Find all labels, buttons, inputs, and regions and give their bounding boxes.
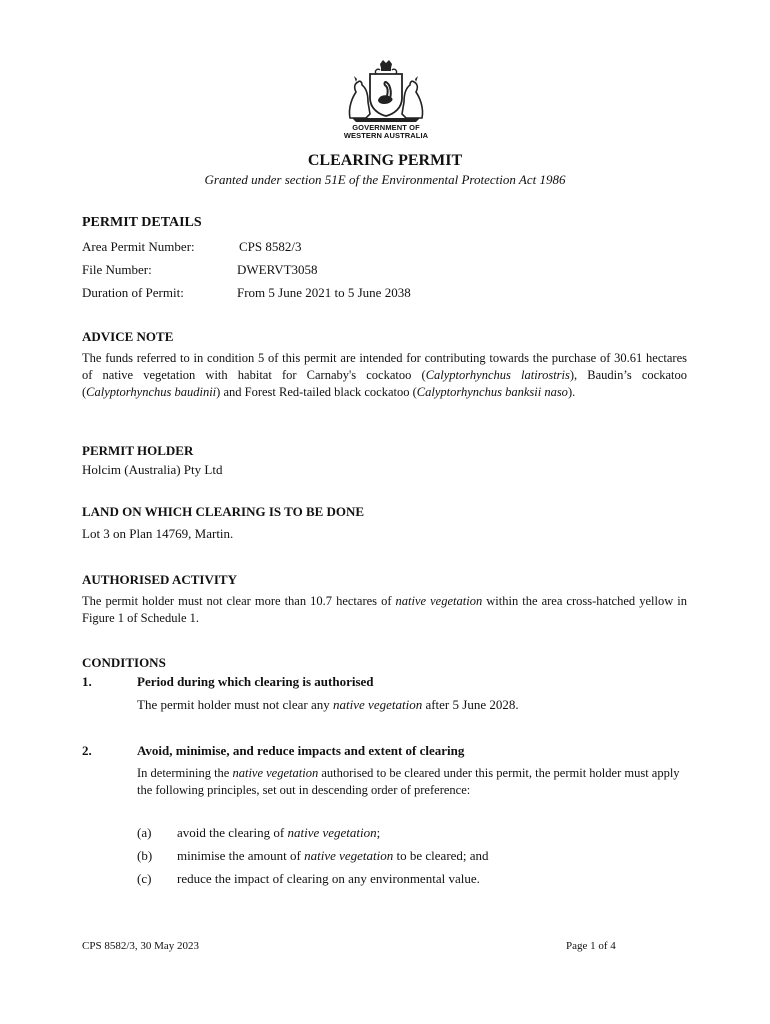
condition-2-defined-term: native vegetation [232,766,319,780]
document-title: CLEARING PERMIT [307,152,463,169]
permit-holder-heading: PERMIT HOLDER [82,443,194,458]
condition-2b-text [177,847,489,864]
condition-2-text-a: In determining the [137,766,233,780]
advice-note-heading: ADVICE NOTE [82,329,174,344]
condition-1-text [137,696,519,713]
condition-2a-text-b: ; [376,825,381,840]
advice-text-3: ) and Forest Red-tailed black cockatoo ( [216,385,417,399]
condition-1-text-b: after 5 June 2028. [422,697,519,712]
authorised-activity-heading: AUTHORISED ACTIVITY [82,572,237,587]
document-subtitle: Granted under section 51E of the Environmental Protection Act 1986 [204,172,566,187]
land-heading: LAND ON WHICH CLEARING IS TO BE DONE [82,504,365,519]
activity-text-2: within the area cross-hatched yellow in Figure 1 of Schedule 1. [82,594,687,625]
species-name-3: Calyptorhynchus banksii naso [416,385,568,399]
land-description: Lot 3 on Plan 14769, Martin. [82,526,234,541]
authorised-activity-paragraph [82,593,687,627]
condition-2b-defined-term: native vegetation [304,848,394,863]
government-name-line-2: WESTERN AUSTRALIA [343,131,429,140]
footer-page-number: Page 1 of 4 [566,940,616,952]
condition-2-text-b: authorised to be cleared under this permit, the permit holder must apply the following principles, set out in descending order of preference: [137,766,680,797]
condition-2c-text [177,870,480,887]
file-number-value: DWERVT3058 [237,262,318,277]
wa-coat-of-arms-logo [338,58,434,124]
advice-note-paragraph [82,350,687,401]
area-permit-number-value: CPS 8582/3 [239,239,302,254]
condition-2a-text [177,824,380,841]
condition-2a-defined-term: native vegetation [287,825,377,840]
condition-2c-text-a: reduce the impact of clearing on any environmental value. [177,871,480,886]
condition-1-title: Period during which clearing is authorised [137,674,374,689]
condition-2-title: Avoid, minimise, and reduce impacts and extent of clearing [137,743,465,758]
advice-text-4: ). [567,385,576,399]
advice-text-2: ), Baudin’s cockatoo ( [82,368,688,399]
activity-defined-term: native vegetation [395,594,483,608]
condition-1-number: 1. [82,674,92,689]
government-name-line-1: GOVERNMENT OF [352,123,420,132]
condition-2a-label: (a) [137,825,152,840]
duration-value: From 5 June 2021 to 5 June 2038 [237,285,411,300]
condition-2-text [137,765,687,799]
activity-text-1: The permit holder must not clear more than 10.7 hectares of [82,594,396,608]
condition-2b-label: (b) [137,848,153,863]
condition-2b-text-a: minimise the amount of [177,848,305,863]
species-name-2: Calyptorhynchus baudinii [86,385,217,399]
condition-2-number: 2. [82,743,92,758]
condition-2c-label: (c) [137,871,152,886]
permit-holder-name: Holcim (Australia) Pty Ltd [82,462,223,477]
condition-1-defined-term: native vegetation [333,697,423,712]
advice-text-1: The funds referred to in condition 5 of this permit are intended for contributing towards the purchase of 30.61 hectares of native vegetation with habitat for Carnaby's cockatoo ( [82,351,687,382]
condition-2b-text-b: to be cleared; and [393,848,489,863]
file-number-label: File Number: [82,262,152,277]
duration-label: Duration of Permit: [82,285,184,300]
permit-details-heading: PERMIT DETAILS [82,215,202,230]
condition-1-text-a: The permit holder must not clear any [137,697,334,712]
conditions-heading: CONDITIONS [82,655,166,670]
area-permit-number-label: Area Permit Number: [82,239,195,254]
species-name-1: Calyptorhynchus latirostris [425,368,570,382]
footer-document-reference: CPS 8582/3, 30 May 2023 [82,940,200,952]
condition-2a-text-a: avoid the clearing of [177,825,288,840]
